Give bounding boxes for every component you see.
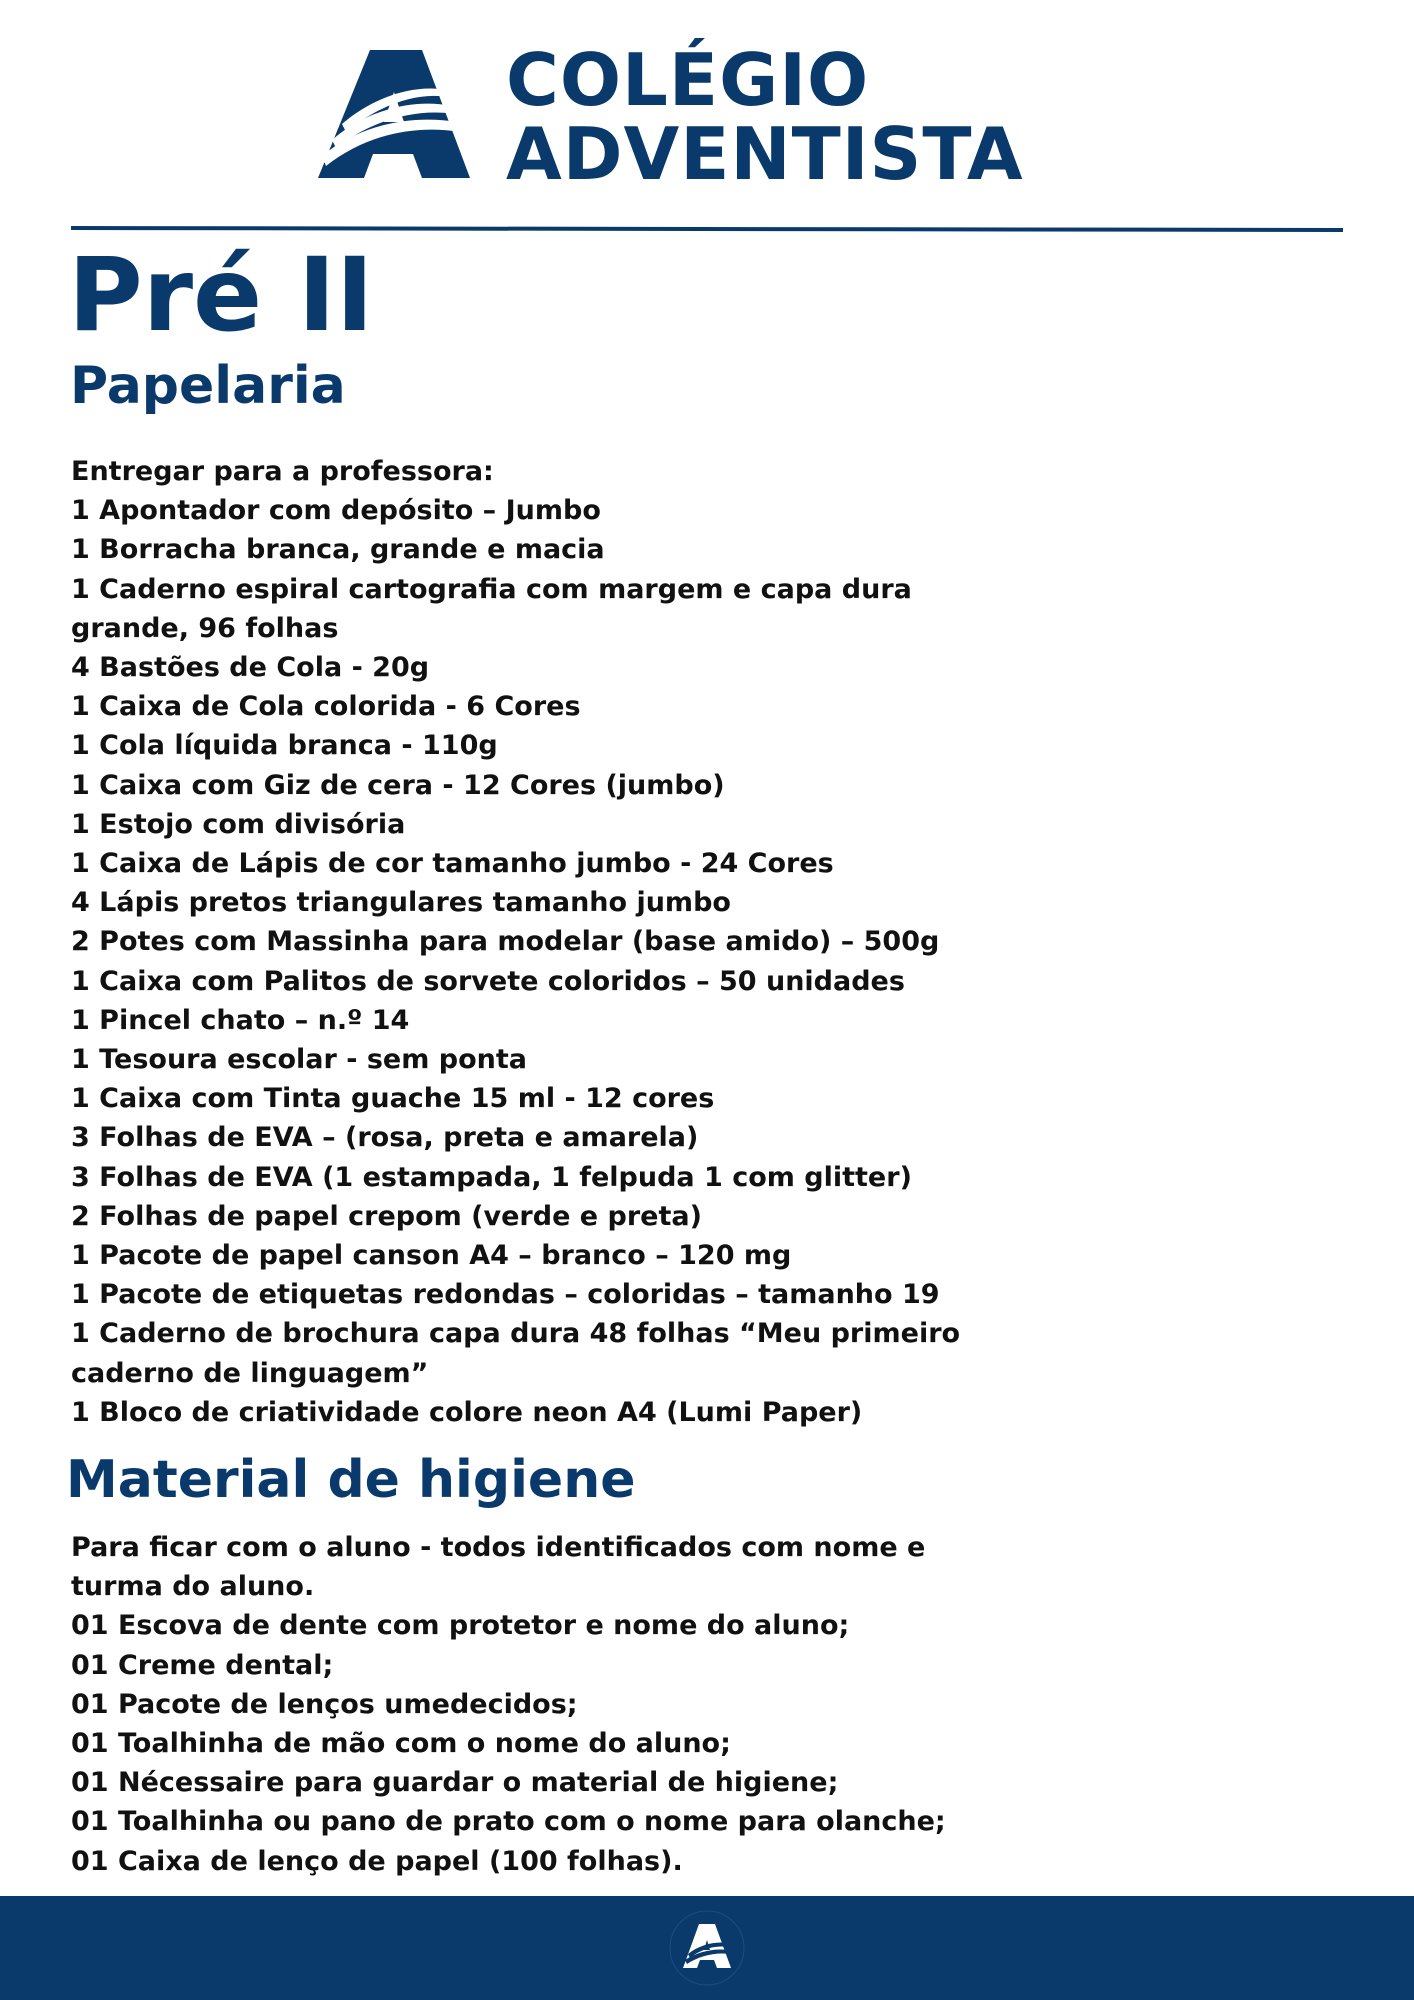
list-item: Para ficar com o aluno - todos identificados com nome e <box>71 1532 926 1563</box>
list-item: 1 Caixa com Giz de cera - 12 Cores (jumbo) <box>71 769 725 801</box>
list-item: 1 Caderno de brochura capa dura 48 folhas “Meu primeiro <box>71 1318 961 1350</box>
list-item: grande, 96 folhas <box>71 612 339 644</box>
list-item: 1 Pacote de papel canson A4 – branco – 120 mg <box>71 1240 792 1272</box>
list-item: 4 Lápis pretos triangulares tamanho jumbo <box>71 887 731 919</box>
list-item: 01 Creme dental; <box>71 1649 334 1681</box>
list-item: 01 Toalhinha ou pano de prato com o nome para olanche; <box>71 1806 946 1838</box>
footer-bar <box>0 1896 1414 2000</box>
logo-line-1: COLÉGIO <box>506 38 870 122</box>
list-item: 1 Borracha branca, grande e macia <box>71 534 605 566</box>
adventist-a-logo-icon <box>318 44 478 184</box>
list-item: 01 Nécessaire para guardar o material de higiene; <box>71 1767 839 1799</box>
grade-title: Pré II <box>68 236 374 355</box>
list-item: 2 Folhas de papel crepom (verde e preta) <box>71 1200 702 1232</box>
logo-line-2: ADVENTISTA <box>506 112 1024 196</box>
list-item: 1 Estojo com divisória <box>71 808 406 840</box>
list-item: Entregar para a professora: <box>71 456 494 487</box>
list-item: 1 Apontador com depósito – Jumbo <box>71 495 601 527</box>
list-item: turma do aluno. <box>71 1571 315 1603</box>
footer-logo-icon <box>669 1910 745 1986</box>
list-item: caderno de linguagem” <box>71 1357 429 1389</box>
list-item: 1 Caixa de Cola colorida - 6 Cores <box>71 691 581 723</box>
section-title-higiene: Material de higiene <box>66 1450 636 1510</box>
list-item: 1 Cola líquida branca - 110g <box>71 730 498 762</box>
section-title-papelaria: Papelaria <box>70 356 346 416</box>
list-item: 01 Caixa de lenço de papel (100 folhas). <box>71 1845 683 1877</box>
list-item: 1 Caderno espiral cartografia com margem e capa dura <box>71 573 912 605</box>
list-item: 1 Bloco de criatividade colore neon A4 (Lumi Paper) <box>71 1396 863 1428</box>
list-item: 2 Potes com Massinha para modelar (base amido) – 500g <box>71 926 940 958</box>
list-item: 1 Pacote de etiquetas redondas – coloridas – tamanho 19 <box>71 1279 940 1311</box>
list-item: 1 Tesoura escolar - sem ponta <box>71 1044 527 1076</box>
list-item: 4 Bastões de Cola - 20g <box>71 652 430 684</box>
list-item: 01 Toalhinha de mão com o nome do aluno; <box>71 1728 731 1760</box>
list-item: 3 Folhas de EVA (1 estampada, 1 felpuda 1 com glitter) <box>71 1161 912 1193</box>
list-item: 1 Caixa de Lápis de cor tamanho jumbo - 24 Cores <box>71 848 834 880</box>
logo-wordmark <box>506 38 1024 196</box>
list-item: 01 Pacote de lenços umedecidos; <box>71 1688 578 1720</box>
list-item: 1 Caixa com Tinta guache 15 ml - 12 cores <box>71 1083 715 1115</box>
header-divider <box>71 226 1343 232</box>
papelaria-list <box>71 452 971 1432</box>
list-item: 01 Escova de dente com protetor e nome do aluno; <box>71 1610 850 1642</box>
higiene-list <box>71 1528 971 1881</box>
school-logo <box>318 38 1048 196</box>
list-item: 1 Caixa com Palitos de sorvete coloridos – 50 unidades <box>71 965 905 997</box>
list-item: 3 Folhas de EVA – (rosa, preta e amarela) <box>71 1122 699 1154</box>
list-item: 1 Pincel chato – n.º 14 <box>71 1004 410 1036</box>
